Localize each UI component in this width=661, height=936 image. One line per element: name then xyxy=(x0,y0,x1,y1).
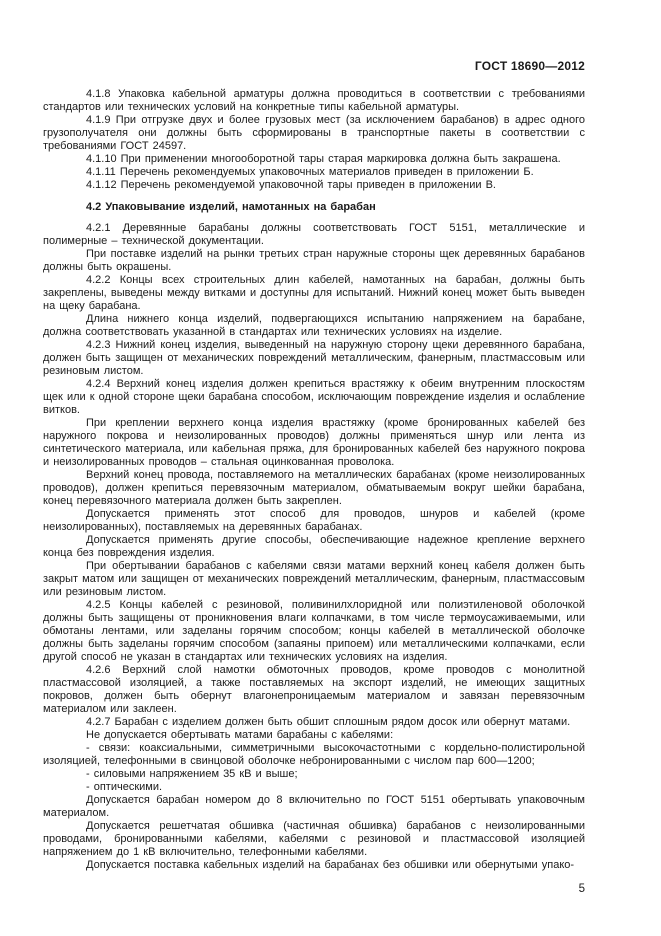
paragraph: 4.1.8 Упаковка кабельной арматуры должна проводиться в соответствии с требованиями стандартов или технических условий на конкретные типы кабельной арматуры. xyxy=(43,88,585,113)
paragraph: При креплении верхнего конца изделия врастяжку (кроме бронированных кабелей без наружного покрова и неизолированных проводов) должны применяться шнур или лента из синтетического материала, или кабельная пряжа, для бронированных кабелей без наружного покрова и неизолированных проводов – стальная оцинкованная проволока. xyxy=(43,417,585,468)
paragraph: 4.2.7 Барабан с изделием должен быть обшит сплошным рядом досок или обернут матами. xyxy=(86,716,571,728)
paragraph: 4.2.6 Верхний слой намотки обмоточных проводов, кроме проводов с монолитной пластмассовой изоляцией, а также поставляемых на экспорт изделий, не имеющих защитных покровов, должен быть обернут влагонепроницаемым материалом и завязан перевязочным материалом или заклеен. xyxy=(43,664,585,715)
paragraph: 4.1.9 При отгрузке двух и более грузовых мест (за исключением барабанов) в адрес одного грузополучателя они должны быть сформированы в транспортные пакеты в соответствии с требованиями ГОСТ 24597. xyxy=(43,114,585,152)
paragraph: - оптическими. xyxy=(86,781,163,793)
section-heading: 4.2 Упаковывание изделий, намотанных на барабан xyxy=(86,201,376,213)
paragraph: 4.2.2 Концы всех строительных длин кабелей, намотанных на барабан, должны быть закреплены, выведены между витками и доступны для испытаний. Нижний конец может быть выведен на щеку барабана. xyxy=(43,274,585,312)
paragraph: При обертывании барабанов с кабелями связи матами верхний конец кабеля должен быть закрыт матом или защищен от механических повреждений металлическим, фанерным, пластмассовым или резиновым листом. xyxy=(43,560,585,598)
paragraph: Допускается применять этот способ для проводов, шнуров и кабелей (кроме неизолированных), поставляемых на деревянных барабанах. xyxy=(43,508,585,533)
paragraph: 4.2.5 Концы кабелей с резиновой, поливинилхлоридной или полиэтиленовой оболочкой должны быть защищены от проникновения влаги колпачками, в том числе термоусаживаемыми, или обмотаны лентами, или заделаны горячим способом; концы кабелей в металлической оболочке должны быть заделаны горячим способом (запаяны припоем) или металлическими колпачками, если другой способ не указан в стандартах или технических условиях на изделия. xyxy=(43,599,585,663)
paragraph: Длина нижнего конца изделий, подвергающихся испытанию напряжением на барабане, должна соответствовать указанной в стандартах или технических условиях на изделие. xyxy=(43,313,585,338)
paragraph: Допускается поставка кабельных изделий на барабанах без обшивки или обернутыми упако- xyxy=(86,859,575,871)
paragraph: При поставке изделий на рынки третьих стран наружные стороны щек деревянных барабанов должны быть окрашены. xyxy=(43,248,585,273)
paragraph: - связи: коаксиальными, симметричными высокочастотными с кордельно-полистирольной изоляцией, телефонными в свинцовой оболочке небронированными с числом пар 600—1200; xyxy=(43,742,585,767)
paragraph: 4.1.10 При применении многооборотной тары старая маркировка должна быть закрашена. xyxy=(86,153,561,165)
paragraph: Допускается решетчатая обшивка (частичная обшивка) барабанов с неизолированными проводами, бронированными кабелями, кабелями с резиновой и пластмассовой изоляцией напряжением до 1 кВ включительно, телефонными кабелями. xyxy=(43,820,585,858)
paragraph: Не допускается обертывать матами барабаны с кабелями: xyxy=(86,729,394,741)
paragraph: 4.2.3 Нижний конец изделия, выведенный на наружную сторону щеки деревянного барабана, должен быть защищен от механических повреждений металлическим, фанерным, пластмассовым или резиновым листом. xyxy=(43,339,585,377)
document-body xyxy=(43,88,585,872)
paragraph: 4.1.11 Перечень рекомендуемых упаковочных материалов приведен в приложении Б. xyxy=(86,166,534,178)
paragraph: Допускается применять другие способы, обеспечивающие надежное крепление верхнего конца без повреждения изделия. xyxy=(43,534,585,559)
document-header-standard-number: ГОСТ 18690—2012 xyxy=(474,59,585,73)
page-number: 5 xyxy=(578,883,585,895)
paragraph: 4.1.12 Перечень рекомендуемой упаковочной тары приведен в приложении В. xyxy=(86,179,496,191)
paragraph: Верхний конец провода, поставляемого на металлических барабанах (кроме неизолированных проводов), должен крепиться перевязочным материалом, обматываемым вокруг шейки барабана, конец перевязочного материала должен быть закреплен. xyxy=(43,469,585,507)
paragraph: Допускается барабан номером до 8 включительно по ГОСТ 5151 обертывать упаковочным материалом. xyxy=(43,794,585,819)
paragraph: 4.2.4 Верхний конец изделия должен крепиться врастяжку к обеим внутренним плоскостям щек или к одной стороне щеки барабана способом, исключающим повреждение изделия и ослабление витков. xyxy=(43,378,585,416)
paragraph: 4.2.1 Деревянные барабаны должны соответствовать ГОСТ 5151, металлические и полимерные – технической документации. xyxy=(43,222,585,247)
paragraph: - силовыми напряжением 35 кВ и выше; xyxy=(86,768,298,780)
